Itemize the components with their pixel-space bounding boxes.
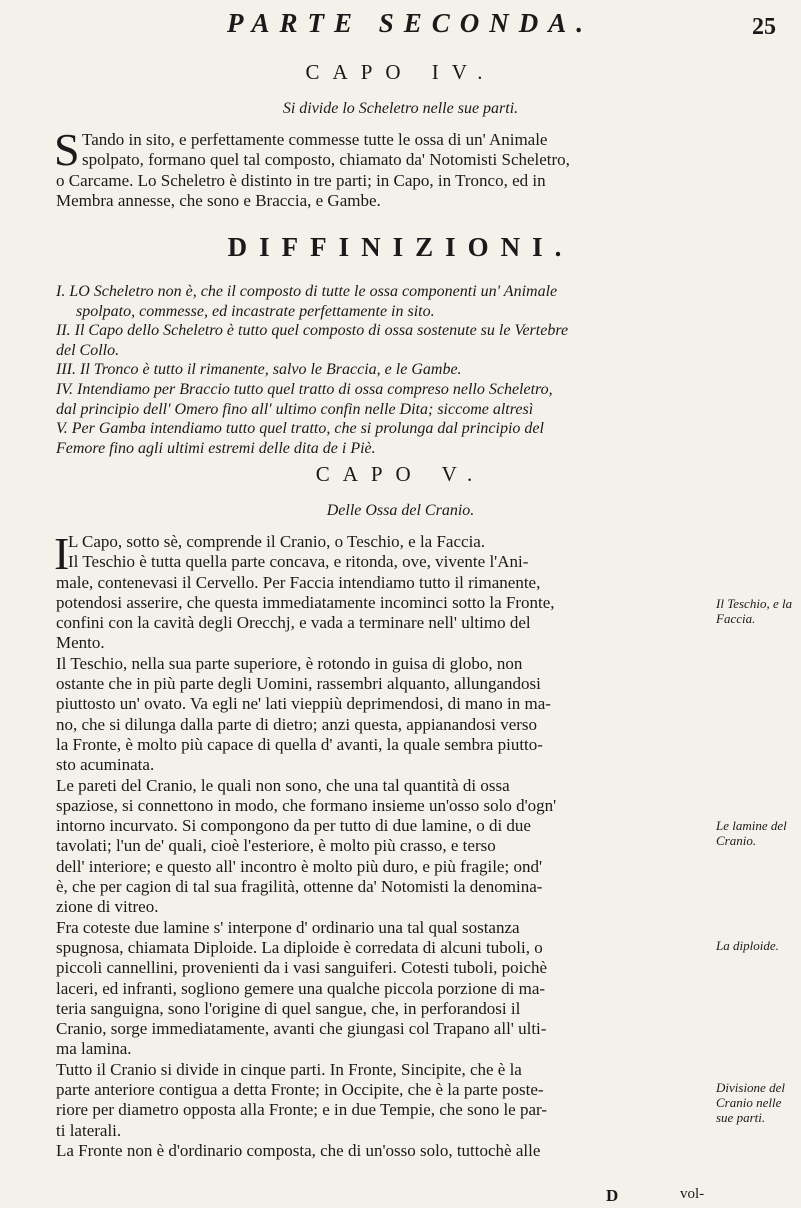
chapter-5-body bbox=[54, 528, 706, 1161]
definitions-list bbox=[56, 282, 706, 458]
chapter-4-paragraph bbox=[54, 124, 706, 211]
text-line: Fra coteste due lamine s' interpone d' ordinario una tal qual sostanza bbox=[56, 917, 520, 937]
definition-line: V. Per Gamba intendiamo tutto quel tratto, che si prolunga dal principio del bbox=[56, 420, 544, 438]
text-line: L Capo, sotto sè, comprende il Cranio, o Teschio, e la Faccia. bbox=[68, 532, 486, 551]
text-line: teria sanguigna, sono l'origine di quel sangue, che, in perforandosi il bbox=[56, 998, 521, 1018]
text-line: riore per diametro opposta alla Fronte; e in due Tempie, che sono le par- bbox=[56, 1100, 547, 1120]
text-line: Mento. bbox=[56, 633, 105, 653]
text-line: piccoli cannellini, provenienti da i vasi sanguiferi. Cotesti tuboli, poichè bbox=[56, 958, 547, 978]
running-head: PARTE SECONDA. bbox=[226, 8, 594, 38]
text-line: o Carcame. Lo Scheletro è distinto in tre parti; in Capo, in Tronco, ed in bbox=[56, 170, 546, 190]
definition-line: del Collo. bbox=[56, 341, 120, 359]
text-line: male, contenevasi il Cervello. Per Faccia intendiamo tutto il rimanente, bbox=[56, 572, 541, 592]
text-line: Tutto il Cranio si divide in cinque parti. In Fronte, Sincipite, che è la bbox=[56, 1059, 522, 1079]
text-line: spolpato, formano quel tal composto, chiamato da' Notomisti Scheletro, bbox=[82, 150, 570, 170]
chapter-5-title: CAPO V. bbox=[315, 462, 486, 486]
text-line: Cranio, sorge immediatamente, avanti che giungasi col Trapano all' ulti- bbox=[56, 1019, 547, 1039]
text-line: ti laterali. bbox=[56, 1120, 122, 1140]
chapter-4-title: CAPO IV. bbox=[305, 60, 496, 84]
margin-note: Divisione del Cranio nelle sue parti. bbox=[716, 1080, 785, 1125]
catchword: vol- bbox=[680, 1186, 705, 1202]
text-line: Membra annesse, che sono e Braccia, e Gambe. bbox=[56, 190, 381, 210]
chapter-5-subtitle: Delle Ossa del Cranio. bbox=[326, 502, 475, 519]
chapter-4-subtitle: Si divide lo Scheletro nelle sue parti. bbox=[282, 100, 519, 117]
page-number: 25 bbox=[752, 14, 776, 40]
definition-line: IV. Intendiamo per Braccio tutto quel tratto di ossa compreso nello Scheletro, bbox=[56, 380, 553, 398]
text-line: spaziose, si connettono in modo, che formano insieme un'osso solo d'ogn' bbox=[56, 795, 557, 815]
text-line: la Fronte, è molto più capace di quella d' avanti, la quale sembra piutto- bbox=[56, 734, 543, 754]
text-line: no, che si dilunga dalla parte di dietro; anzi questa, appianandosi verso bbox=[56, 714, 538, 734]
text-line: dell' interiore; e questo all' incontro è molto più duro, e più fragile; ond' bbox=[56, 856, 543, 876]
definition-line: dal principio dell' Omero fino all' ultimo confin nelle Dita; siccome altresì bbox=[56, 400, 534, 418]
text-line: ma lamina. bbox=[56, 1039, 132, 1059]
margin-note: La diploide. bbox=[716, 938, 779, 953]
text-line: spugnosa, chiamata Diploide. La diploide è corredata di alcuni tuboli, o bbox=[56, 937, 543, 957]
signature-mark: D bbox=[606, 1186, 619, 1205]
margin-note: Il Teschio, e la Faccia. bbox=[716, 596, 793, 626]
chapter-4-dropcap: S bbox=[54, 124, 80, 175]
text-line: La Fronte non è d'ordinario composta, che di un'osso solo, tuttochè alle bbox=[56, 1140, 541, 1160]
text-line: confini con la cavità degli Orecchj, e vada a terminare nell' ultimo del bbox=[56, 613, 531, 633]
definitions-title: DIFFINIZIONI. bbox=[227, 232, 574, 262]
text-line: potendosi asserire, che questa immediatamente incominci sotto la Fronte, bbox=[56, 592, 555, 612]
text-line: Il Teschio, nella sua parte superiore, è rotondo in guisa di globo, non bbox=[56, 653, 523, 673]
text-line: parte anteriore contigua a detta Fronte; in Occipite, che è la parte poste- bbox=[56, 1080, 544, 1100]
text-line: piuttosto un' ovato. Va egli ne' lati vieppiù deprimendosi, di mano in ma- bbox=[56, 694, 551, 714]
definition-line: Femore fino agli ultimi estremi delle dita de i Piè. bbox=[56, 439, 376, 457]
text-line: tavolati; l'un de' quali, cioè l'esteriore, è molto più crasso, e terso bbox=[56, 836, 496, 856]
definition-line: I. LO Scheletro non è, che il composto di tutte le ossa componenti un' Animale bbox=[56, 283, 558, 300]
definition-line: II. Il Capo dello Scheletro è tutto quel composto di ossa sostenute su le Vertebre bbox=[56, 322, 569, 340]
definition-line: spolpato, commesse, ed incastrate perfettamente in sito. bbox=[76, 302, 435, 320]
definition-line: III. Il Tronco è tutto il rimanente, salvo le Braccia, e le Gambe. bbox=[56, 361, 462, 379]
text-line: è, che per cagion di tal sua fragilità, ottenne da' Notomisti la denomina- bbox=[56, 877, 543, 897]
text-line: Il Teschio è tutta quella parte concava, e ritonda, ove, vivente l'Ani- bbox=[68, 552, 529, 572]
text-line: laceri, ed infranti, sogliono gemere una qualche piccola porzione di ma- bbox=[56, 978, 546, 998]
text-line: Le pareti del Cranio, le quali non sono, che una tal quantità di ossa bbox=[56, 775, 510, 795]
chapter-5-dropcap: I bbox=[54, 528, 70, 579]
text-line: zione di vitreo. bbox=[56, 897, 159, 917]
text-line: sto acuminata. bbox=[56, 755, 155, 775]
text-line: ostante che in più parte degli Uomini, rassembri alquanto, allungandosi bbox=[56, 674, 541, 694]
margin-note: Le lamine del Cranio. bbox=[716, 818, 787, 848]
text-line: intorno incurvato. Si compongono da per tutto di due lamine, o di due bbox=[56, 816, 531, 836]
text-line: Tando in sito, e perfettamente commesse tutte le ossa di un' Animale bbox=[82, 130, 548, 149]
